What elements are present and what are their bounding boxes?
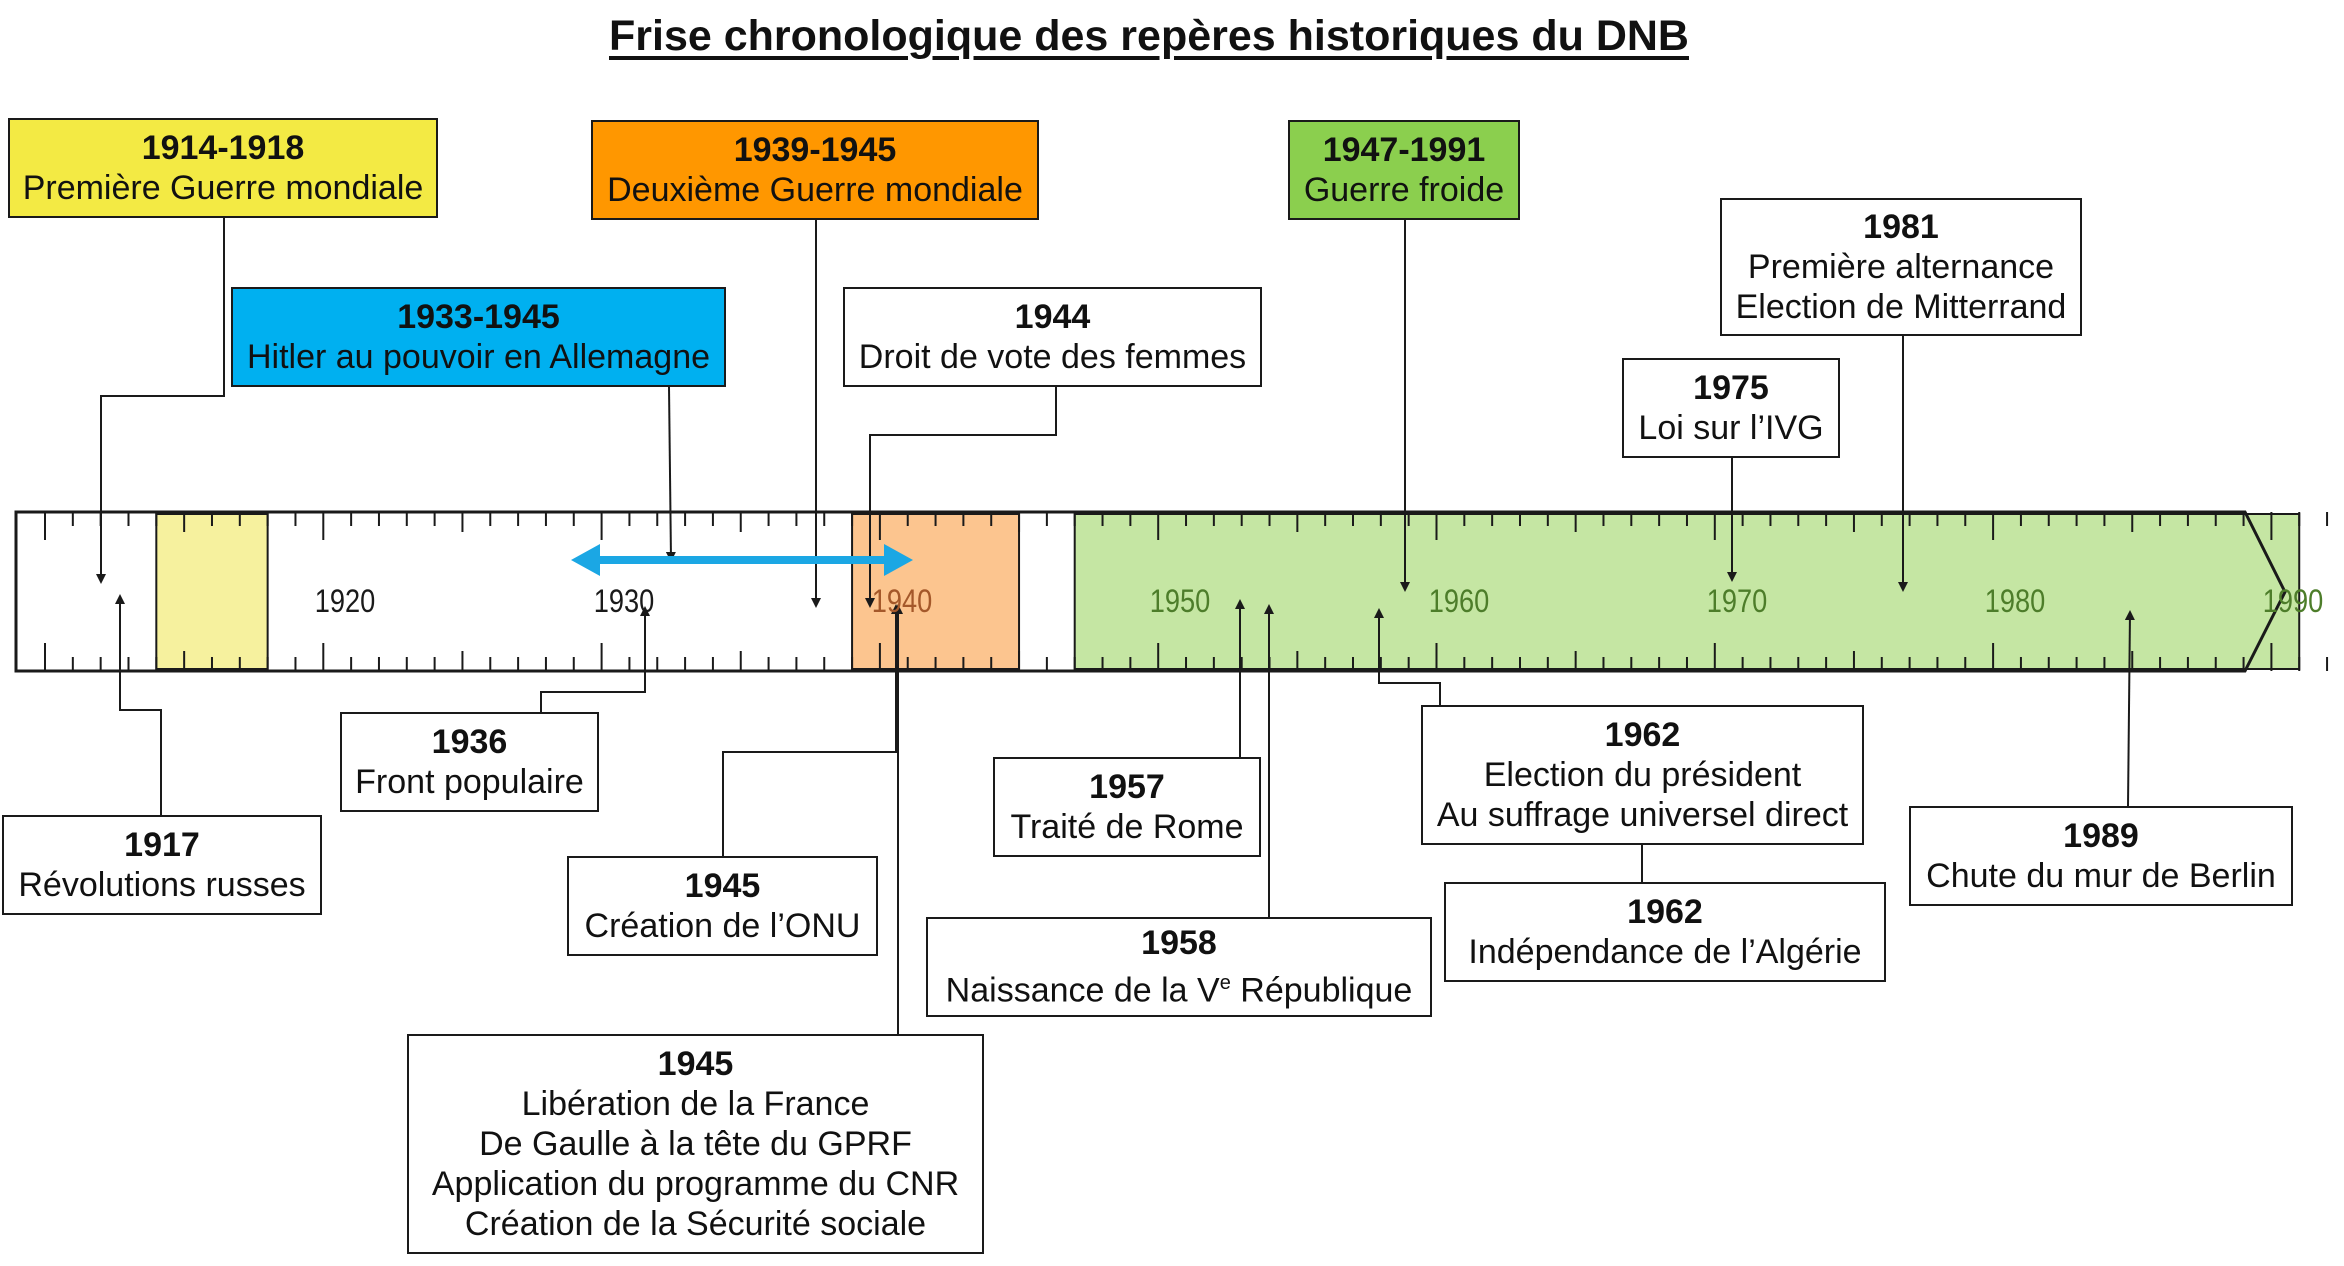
front-label: Front populaire	[355, 763, 584, 801]
mitterrand-line1: Première alternance	[1747, 248, 2055, 286]
ww2-year: 1939-1945	[733, 131, 897, 169]
ww2-label: Deuxième Guerre mondiale	[607, 171, 1023, 209]
coldwar-box	[1288, 120, 1520, 220]
onu-year: 1945	[684, 867, 761, 905]
decade-label-1920: 1920	[315, 583, 376, 619]
decade-label-1990: 1990	[2263, 583, 2324, 619]
vote-year: 1944	[1014, 298, 1091, 336]
ww2-box	[591, 120, 1039, 220]
berlin-year: 1989	[2063, 817, 2139, 855]
hitler-label: Hitler au pouvoir en Allemagne	[246, 338, 711, 376]
decade-label-1980: 1980	[1984, 583, 2046, 619]
onu-box	[567, 856, 878, 956]
hitler-connector	[669, 387, 671, 560]
president-box	[1421, 705, 1864, 845]
rome-box	[993, 757, 1261, 857]
ww1-box	[8, 118, 438, 218]
president-line1: Election du président	[1483, 756, 1802, 794]
algerie-box	[1444, 882, 1886, 982]
berlin-label: Chute du mur de Berlin	[1926, 857, 2276, 895]
mitterrand-box	[1720, 198, 2082, 336]
ivg-year: 1975	[1693, 369, 1769, 407]
liberation-line1: Libération de la France	[521, 1085, 870, 1123]
liberation-year: 1945	[657, 1045, 734, 1083]
vrep-label-suffix: République	[1230, 971, 1413, 1010]
revolutions-connector	[120, 596, 161, 815]
revolutions-year: 1917	[124, 826, 200, 864]
rome-year: 1957	[1089, 768, 1165, 806]
decade-label-1950: 1950	[1149, 583, 1211, 619]
vote-box	[843, 287, 1262, 387]
coldwar-label: Guerre froide	[1303, 171, 1505, 209]
ww1-label: Première Guerre mondiale	[22, 169, 424, 207]
rome-label: Traité de Rome	[1010, 808, 1244, 846]
algerie-label: Indépendance de l’Algérie	[1468, 933, 1862, 971]
revolutions-label: Révolutions russes	[18, 866, 306, 904]
revolutions-box	[2, 815, 322, 915]
vrep-label-sup: e	[1219, 972, 1231, 995]
page-title: Frise chronologique des repères historiques du DNB	[609, 12, 1689, 60]
decade-label-1970: 1970	[1706, 583, 1768, 619]
vote-label: Droit de vote des femmes	[858, 338, 1247, 376]
decade-label-1940: 1940	[871, 583, 933, 619]
onu-label: Création de l’ONU	[584, 907, 861, 945]
front-box	[340, 712, 599, 812]
vrep-label	[946, 963, 1413, 1010]
coldwar-year: 1947-1991	[1322, 131, 1486, 169]
liberation-line3: Application du programme du CNR	[431, 1165, 960, 1203]
hitler-box	[231, 287, 726, 387]
liberation-box	[407, 1034, 984, 1254]
period-band-1914-1918	[156, 514, 267, 669]
liberation-line4: Création de la Sécurité sociale	[464, 1205, 927, 1243]
president-line2: Au suffrage universel direct	[1436, 796, 1849, 834]
berlin-box	[1909, 806, 2293, 906]
president-year: 1962	[1604, 716, 1681, 754]
decade-label-1930: 1930	[593, 583, 654, 619]
ivg-label: Loi sur l’IVG	[1638, 409, 1824, 447]
vrep-box	[926, 917, 1432, 1017]
decade-label-1960: 1960	[1428, 583, 1489, 619]
liberation-line2: De Gaulle à la tête du GPRF	[479, 1125, 912, 1163]
vrep-year: 1958	[1141, 924, 1217, 963]
ivg-box	[1622, 358, 1840, 458]
front-year: 1936	[431, 723, 508, 761]
hitler-year: 1933-1945	[397, 298, 560, 336]
mitterrand-line2: Election de Mitterrand	[1735, 288, 2067, 326]
vrep-label-prefix: Naissance de la V	[945, 971, 1220, 1010]
algerie-year: 1962	[1627, 893, 1703, 931]
ww1-year: 1914-1918	[141, 129, 305, 167]
mitterrand-year: 1981	[1863, 208, 1939, 246]
